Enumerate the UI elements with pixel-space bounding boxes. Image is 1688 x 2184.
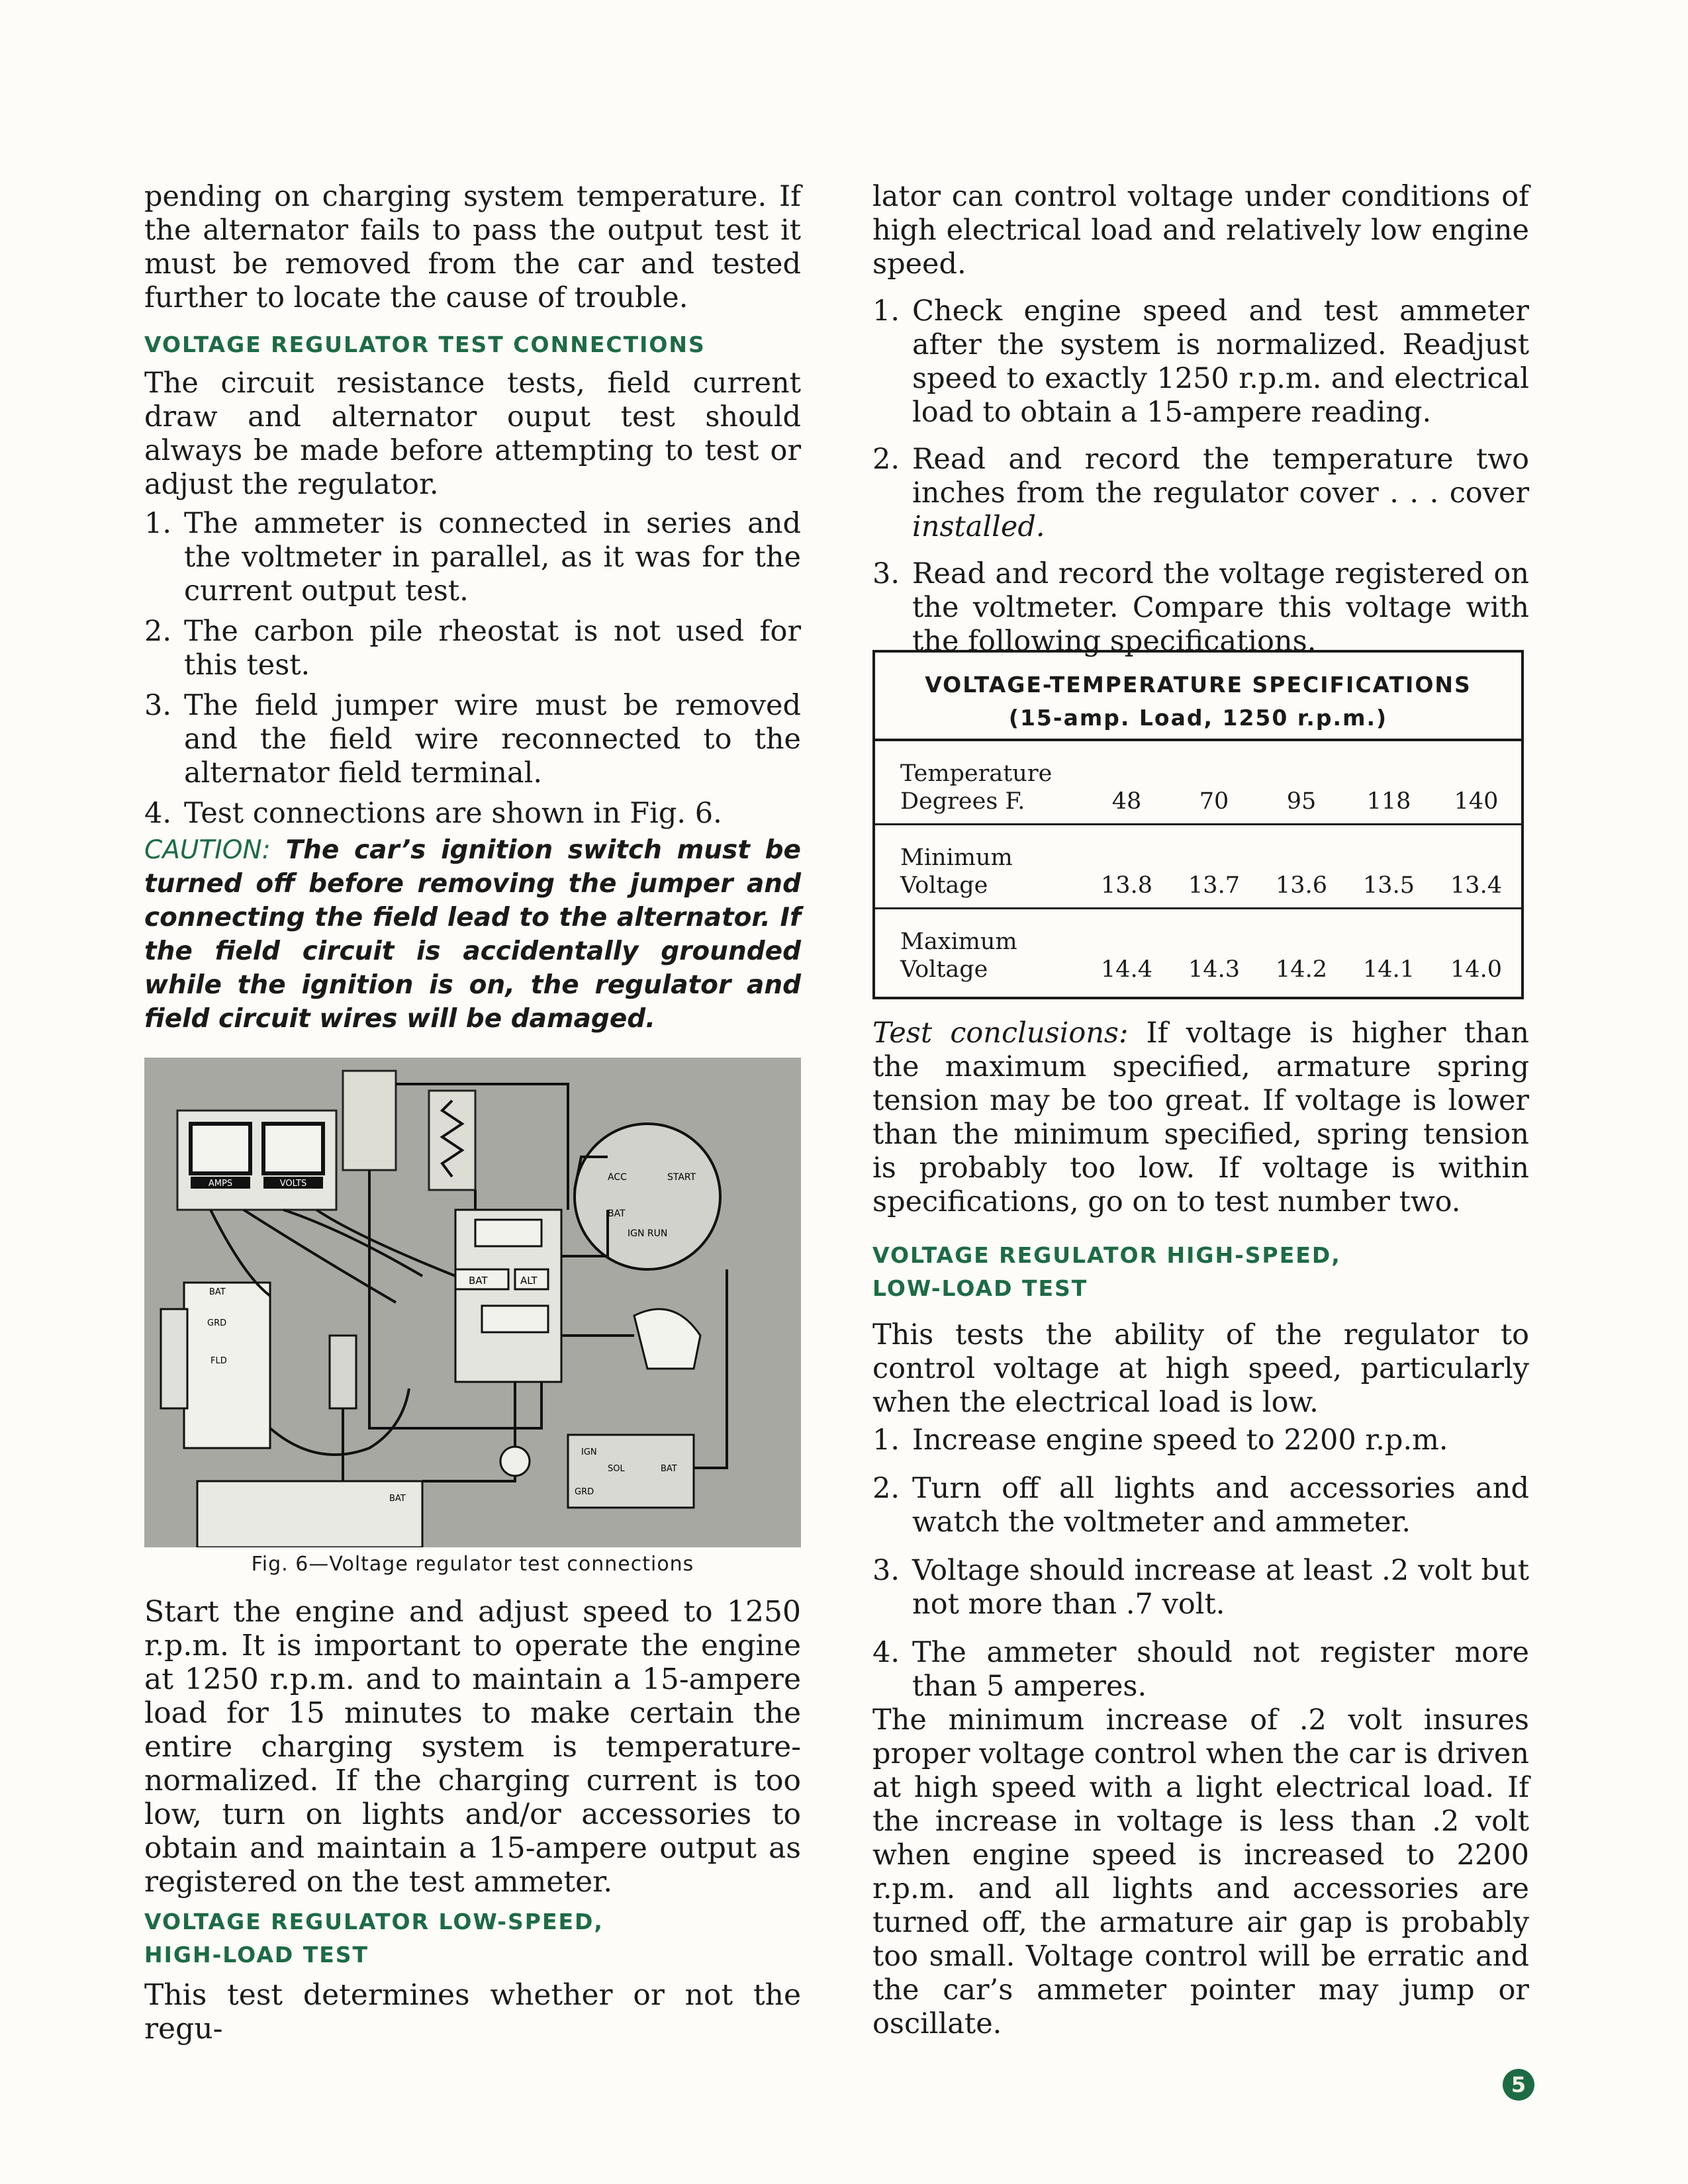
battery-icon [197,1481,422,1547]
reg-alt-label: ALT [520,1275,538,1287]
alternator-icon [184,1283,270,1448]
coil-icon [343,1071,396,1170]
alt-grd-label: GRD [207,1318,227,1328]
left-column-lower [144,1595,801,2046]
conclusions-label: Test conclusions: [872,1017,1129,1050]
sol-bat-label: BAT [661,1464,677,1474]
amps-label: AMPS [208,1179,233,1189]
alt-fld-label: FLD [211,1356,227,1366]
wiring-diagram [144,1058,801,1547]
final-paragraph: The minimum increase of .2 volt insures proper voltage control when the car is driven at high speed with a light electrical load. If the increase in voltage is less than .2 volt when engine speed is increased to 2200 r.p.m. and all lights and accessories are turned off, the armature air gap is probably too small. Voltage control will be erratic and the car’s ammeter pointer may jump or oscillate. [872,1704,1529,2040]
batt-bat-label: BAT [389,1494,406,1504]
ign-run-label: IGN RUN [628,1228,668,1239]
jumper-block-icon [330,1336,356,1408]
alt-bat-label: BAT [209,1287,226,1297]
ignition-switch-icon [575,1124,720,1269]
intro-paragraph: pending on charging system temperature. If the alternator fails to pass the output test it must be removed from the car and tested further to locate the cause of trouble. [144,180,801,314]
list-item: 4. Test connections are shown in Fig. 6. [144,797,722,830]
wiring-diagram-figure [144,1058,801,1547]
high-speed-paragraph: This tests the ability of the regulator to control voltage at high speed, particularly when the electrical load is low. [872,1318,1529,1419]
figure-caption: Fig. 6—Voltage regulator test connections [251,1553,694,1576]
heading-low-speed-1: VOLTAGE REGULATOR LOW-SPEED, [144,1909,604,1934]
low-speed-paragraph: This test determines whether or not the regu- [144,1978,801,2046]
sol-ign-label: IGN [581,1447,597,1457]
ammeter-icon [191,1124,250,1173]
table-row: Temperature Degrees F. 48 70 95 118 140 [875,741,1521,825]
start-engine-paragraph: Start the engine and adjust speed to 1250 r.p.m. It is important to operate the engine at 1250 r.p.m. and to maintain a 15-ampere load for 15 minutes to make certain the entire charging system is temperature-normalized. If the charging current is too low, turn on lights and/or accessories to obtain and maintain a 15-ampere output as registered on the test ammeter. [144,1595,801,1899]
high-speed-steps [872,1424,1529,1704]
continued-paragraph: lator can control voltage under conditions of high electrical load and relatively low engine speed. [872,180,1529,281]
acc-label: ACC [608,1172,627,1183]
list-item: 3. Voltage should increase at least .2 volt but not more than .7 volt. [872,1554,1529,1621]
voltmeter-icon [263,1124,323,1173]
volts-label: VOLTS [279,1179,307,1189]
table-row: Maximum Voltage 14.4 14.3 14.2 14.1 14.0 [900,929,1502,983]
right-column-lower [872,1017,1529,2041]
list-item: 2. Read and record the temperature two inches from the regulator cover . . . cover installed. [872,443,1529,543]
starter-icon [500,1447,530,1476]
list-item: 1. Check engine speed and test ammeter after the system is normalized. Readjust speed to exactly 1250 r.p.m. and electrical load to obtain a 15-ampere reading. [872,295,1529,429]
list-item: 3. The field jumper wire must be removed and the field wire reconnected to the alternator field terminal. [144,689,801,790]
heading-high-speed-1: VOLTAGE REGULATOR HIGH-SPEED, [872,1242,1341,1268]
sol-sol-label: SOL [608,1464,625,1474]
list-item: 2. The carbon pile rheostat is not used for this test. [144,615,801,682]
right-column [872,180,1529,659]
reg-bat-label: BAT [469,1275,488,1287]
list-item: 3. Read and record the voltage registered on the voltmeter. Compare this voltage with the following specifications. [872,557,1529,658]
conclusions-paragraph: Test conclusions: If voltage is higher than the maximum specified, armature spring tension may be too great. If voltage is lower than the minimum specified, spring tension is probably too low. If voltage is within specifications, go on to test number two. [872,1017,1529,1218]
low-speed-steps [872,295,1529,659]
start-label: START [667,1172,696,1183]
caution-label: CAUTION: [144,835,271,865]
bat-label: BAT [608,1208,626,1219]
connections-paragraph: The circuit resistance tests, field current draw and alternator ouput test should always be made before attempting to test or adjust the regulator. [144,367,801,501]
list-item: 1. Increase engine speed to 2200 r.p.m. [872,1424,1448,1457]
table-row: Minimum Voltage 13.8 13.7 13.6 13.5 13.4 [875,825,1521,909]
list-item: 4. The ammeter should not register more than 5 amperes. [872,1636,1529,1703]
list-item: 2. Turn off all lights and accessories and watch the voltmeter and ammeter. [872,1472,1529,1539]
sol-grd-label: GRD [575,1487,594,1497]
voltage-temperature-table [872,650,1524,999]
heading-test-connections: VOLTAGE REGULATOR TEST CONNECTIONS [144,332,706,357]
page-number: 5 [1503,2069,1534,2101]
heading-high-speed-2: LOW-LOAD TEST [872,1275,1088,1301]
connection-steps [144,507,801,831]
table-title: VOLTAGE-TEMPERATURE SPECIFICATIONS (15-amp. Load, 1250 r.p.m.) [875,653,1521,741]
left-column [144,180,801,1036]
caution-text: The car’s ignition switch must be turned off before removing the jumper and connecting the field lead to the alternator. If the field circuit is accidentally grounded while the ignition is on, the regulator and field circuit wires will be damaged. [144,835,801,1034]
heading-low-speed-2: HIGH-LOAD TEST [144,1942,369,1968]
list-item: 1. The ammeter is connected in series and the voltmeter in parallel, as it was for the current output test. [144,507,801,608]
caution-note [144,833,801,1036]
